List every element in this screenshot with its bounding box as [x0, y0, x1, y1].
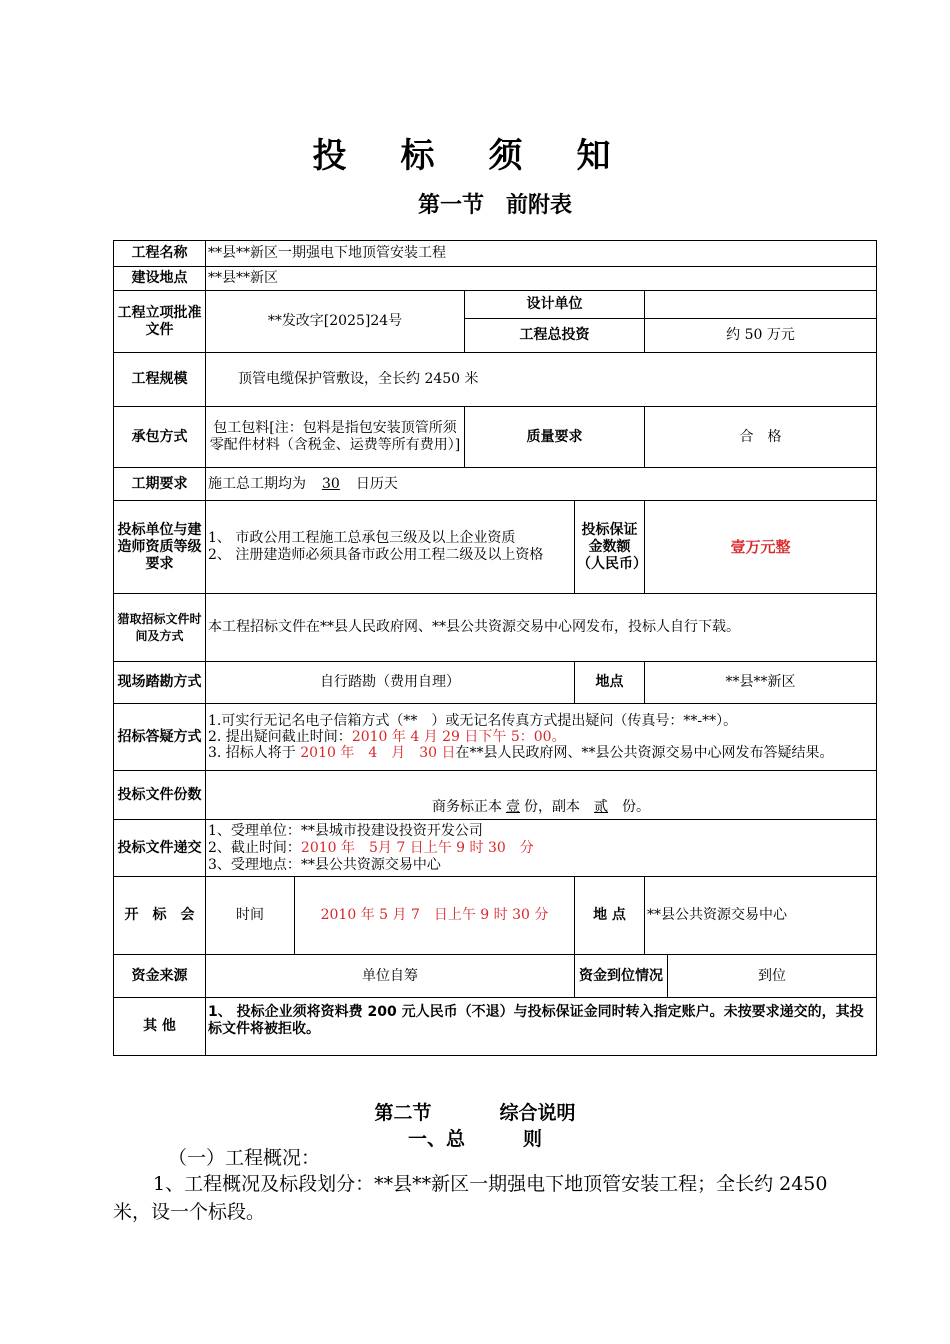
original-count: 壹	[506, 799, 520, 815]
total-investment-label: 工程总投资	[465, 319, 645, 353]
qa-publish-date: 2010 年 4 月 30 日	[300, 745, 456, 761]
site-place-label: 地点	[575, 662, 645, 704]
row-label: 建设地点	[114, 267, 206, 291]
submission-deadline: 2010 年 5月 7 日上午 9 时 30 分	[300, 839, 534, 856]
qa-line2-text: 2. 提出疑问截止时间：	[208, 729, 352, 745]
table-row	[114, 771, 877, 820]
table-row	[114, 501, 877, 594]
row-label: 承包方式	[114, 407, 206, 468]
design-unit-value	[645, 291, 877, 319]
duration-days: 30	[322, 475, 340, 492]
title-char: 标	[400, 136, 435, 176]
funds-status-value: 到位	[668, 955, 877, 998]
construction-site: **县**新区	[206, 267, 877, 291]
approval-document: **发改字[2025]24号	[206, 291, 465, 353]
overview-paragraph: 1、工程概况及标段划分：**县**新区一期强电下地顶管安装工程；全长约 2450 米，设一个标段。	[113, 1173, 828, 1223]
opening-place-value: **县公共资源交易中心	[645, 877, 877, 955]
project-name: **县**新区一期强电下地顶管安装工程	[206, 241, 877, 267]
opening-place-label: 地 点	[575, 877, 645, 955]
front-attached-table	[113, 240, 877, 1056]
total-investment-value: 约 50 万元	[645, 319, 877, 353]
table-row	[114, 820, 877, 877]
table-row	[114, 407, 877, 468]
bid-copies	[206, 771, 877, 820]
submission-deadline-label: 2、截止时间：	[208, 839, 301, 856]
bid-document-access: 本工程招标文件在**县人民政府网、**县公共资源交易中心网发布，投标人自行下载。	[206, 594, 877, 662]
title-char: 投	[312, 136, 347, 176]
contract-method: 包工包料[注：包料是指包安装顶管所须零配件材料（含税金、运费等所有费用）]	[206, 407, 465, 468]
table-row	[114, 267, 877, 291]
section2-title	[0, 1098, 950, 1125]
row-label: 投标单位与建造师资质等级要求	[114, 501, 206, 594]
table-row	[114, 877, 877, 955]
table-row	[114, 353, 877, 407]
table-row	[114, 955, 877, 998]
row-label: 其 他	[114, 998, 206, 1056]
site-visit-method: 自行踏勘（费用自理）	[206, 662, 575, 704]
qa-method	[206, 704, 877, 771]
copies-mid: 份，副本	[524, 799, 580, 815]
quality-label: 质量要求	[465, 407, 645, 468]
bond-amount: 壹万元整	[645, 501, 877, 594]
qualification-line: 1、 市政公用工程施工总承包三级及以上企业资质	[208, 530, 516, 546]
table-row	[114, 468, 877, 501]
opening-time-value: 2010 年 5 月 7 日上午 9 时 30 分	[295, 877, 575, 955]
row-label: 工期要求	[114, 468, 206, 501]
table-row	[114, 241, 877, 267]
row-label: 投标文件递交	[114, 820, 206, 877]
section1-title: 第一节 前附表	[417, 193, 572, 218]
opening-time-label: 时间	[206, 877, 295, 955]
row-label: 开 标 会	[114, 877, 206, 955]
qa-line	[208, 745, 874, 761]
row-label: 工程名称	[114, 241, 206, 267]
section2-number: 第二节	[374, 1102, 432, 1124]
row-label: 资金来源	[114, 955, 206, 998]
table-row	[114, 704, 877, 771]
copies-post: 份。	[622, 799, 650, 815]
submission-line	[208, 840, 874, 857]
title-char: 须	[488, 136, 523, 176]
qa-line: 1.可实行无记名电子信箱方式（** ）或无记名传真方式提出疑问（传真号：**-**）。	[208, 713, 738, 729]
quality-value: 合 格	[645, 407, 877, 468]
qa-deadline: 2010 年 4 月 29 日下午 5：00。	[351, 729, 566, 745]
table-row	[114, 291, 877, 319]
table-row	[114, 594, 877, 662]
duration-post: 日历天	[355, 475, 398, 492]
project-scale: 顶管电缆保护管敷设，全长约 2450 米	[206, 353, 877, 407]
section2-name: 综合说明	[499, 1102, 576, 1124]
qualification-line: 2、 注册建造师必须具备市政公用工程二级及以上资格	[208, 547, 544, 563]
table-row	[114, 662, 877, 704]
row-label: 猎取招标文件时间及方式	[114, 594, 206, 662]
duration-pre: 施工总工期均为	[208, 475, 306, 492]
row-label: 现场踏勘方式	[114, 662, 206, 704]
copies-pre: 商务标正本	[432, 799, 502, 815]
row-label: 投标文件份数	[114, 771, 206, 820]
general-heading-left: 一、总	[407, 1128, 465, 1150]
document-title	[0, 128, 950, 177]
row-label: 工程规模	[114, 353, 206, 407]
general-heading-right: 则	[523, 1128, 543, 1150]
row-label: 工程立项批准文件	[114, 291, 206, 353]
copy-count: 贰	[594, 799, 608, 815]
overview-heading: （一）工程概况：	[168, 1147, 321, 1169]
submission-line: 3、受理地点：**县公共资源交易中心	[208, 856, 441, 873]
qualification-requirements	[206, 501, 575, 594]
design-unit-label: 设计单位	[465, 291, 645, 319]
qa-line	[208, 729, 874, 745]
row-label: 招标答疑方式	[114, 704, 206, 771]
qa-line3-text: 3. 招标人将于	[208, 745, 301, 761]
submission-line: 1、受理单位：**县城市投建设投资开发公司	[208, 822, 483, 839]
duration-value	[206, 468, 877, 501]
funding-source: 单位自筹	[206, 955, 575, 998]
qa-line3-post: 在**县人民政府网、**县公共资源交易中心网发布答疑结果。	[455, 745, 834, 761]
funds-status-label: 资金到位情况	[575, 955, 668, 998]
bid-submission	[206, 820, 877, 877]
title-char: 知	[576, 136, 611, 176]
table-row	[114, 998, 877, 1056]
site-place-value: **县**新区	[645, 662, 877, 704]
other-notes: 1、 投标企业须将资料费 200 元人民币（不退）与投标保证金同时转入指定账户。未按要求递交的，其投标文件将被拒收。	[206, 998, 877, 1056]
bond-label: 投标保证金数额（人民币）	[575, 501, 645, 594]
